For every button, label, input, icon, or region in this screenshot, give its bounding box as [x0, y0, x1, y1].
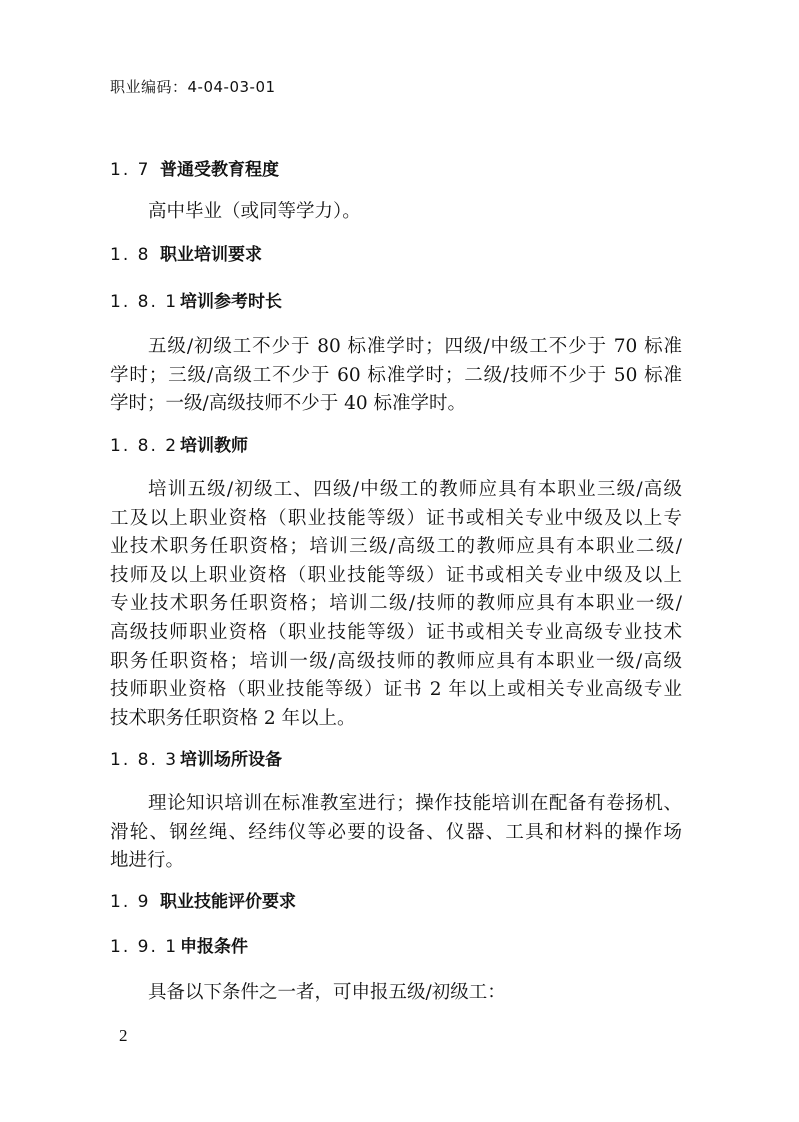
section-heading-1-9: [110, 890, 296, 914]
paragraph-line: 技师职业资格（职业技能等级）证书 2 年以上或相关专业高级专业: [110, 679, 682, 701]
paragraph-line: 学时；三级/高级工不少于 60 标准学时；二级/技师不少于 50 标准: [110, 364, 682, 386]
paragraph-line: 技师及以上职业资格（职业技能等级）证书或相关专业中级及以上: [110, 564, 682, 586]
section-number: 1. 8. 3: [110, 750, 179, 770]
section-number: 1. 9: [110, 892, 151, 912]
paragraph-line: 五级/初级工不少于 80 标准学时；四级/中级工不少于 70 标准: [148, 336, 682, 357]
paragraph-facilities: [110, 790, 682, 876]
section-number: 1. 9. 1: [110, 937, 179, 957]
paragraph-line: 专业技术职务任职资格；培训二级/技师的教师应具有本职业一级/: [110, 593, 682, 615]
paragraph-line: 地进行。: [110, 850, 185, 872]
paragraph-application: [110, 979, 682, 1008]
section-number: 1. 8. 1: [110, 292, 179, 312]
section-title: 职业技能评价要求: [160, 892, 296, 912]
paragraph-line: 培训五级/初级工、四级/中级工的教师应具有本职业三级/高级: [148, 479, 682, 500]
section-heading-1-8-2: [110, 434, 248, 458]
paragraph-line: 高级技师职业资格（职业技能等级）证书或相关专业高级专业技术: [110, 621, 682, 643]
paragraph-line: 学时；一级/高级技师不少于 40 标准学时。: [110, 393, 467, 415]
paragraph-training-hours: [110, 333, 682, 419]
paragraph-line: 具备以下条件之一者，可申报五级/初级工：: [148, 982, 506, 1003]
section-heading-1-7: [110, 158, 279, 182]
section-title: 普通受教育程度: [160, 160, 279, 180]
section-number: 1. 8: [110, 245, 151, 265]
paragraph-line: 高中毕业（或同等学力）。: [148, 201, 361, 222]
section-number: 1. 7: [110, 160, 151, 180]
paragraph-line: 技术职务任职资格 2 年以上。: [110, 707, 356, 729]
section-title: 培训场所设备: [180, 750, 282, 770]
section-number: 1. 8. 2: [110, 436, 179, 456]
paragraph-line: 职务任职资格；培训一级/高级技师的教师应具有本职业一级/高级: [110, 650, 682, 672]
page-number: 2: [119, 1026, 128, 1045]
section-title: 培训教师: [180, 436, 248, 456]
section-title: 职业培训要求: [160, 245, 262, 265]
paragraph-education: [110, 198, 682, 227]
section-heading-1-8: [110, 243, 262, 267]
section-heading-1-9-1: [110, 935, 248, 959]
paragraph-line: 滑轮、钢丝绳、经纬仪等必要的设备、仪器、工具和材料的操作场: [110, 821, 682, 843]
section-title: 培训参考时长: [180, 292, 282, 312]
section-heading-1-8-3: [110, 748, 282, 772]
occupation-code: 职业编码：4-04-03-01: [110, 78, 276, 96]
paragraph-line: 理论知识培训在标准教室进行；操作技能培训在配备有卷扬机、: [148, 793, 682, 814]
section-heading-1-8-1: [110, 290, 282, 314]
paragraph-line: 业技术职务任职资格；培训三级/高级工的教师应具有本职业二级/: [110, 536, 682, 558]
paragraph-trainers: [110, 476, 682, 733]
section-title: 申报条件: [180, 937, 248, 957]
paragraph-line: 工及以上职业资格（职业技能等级）证书或相关专业中级及以上专: [110, 507, 682, 529]
